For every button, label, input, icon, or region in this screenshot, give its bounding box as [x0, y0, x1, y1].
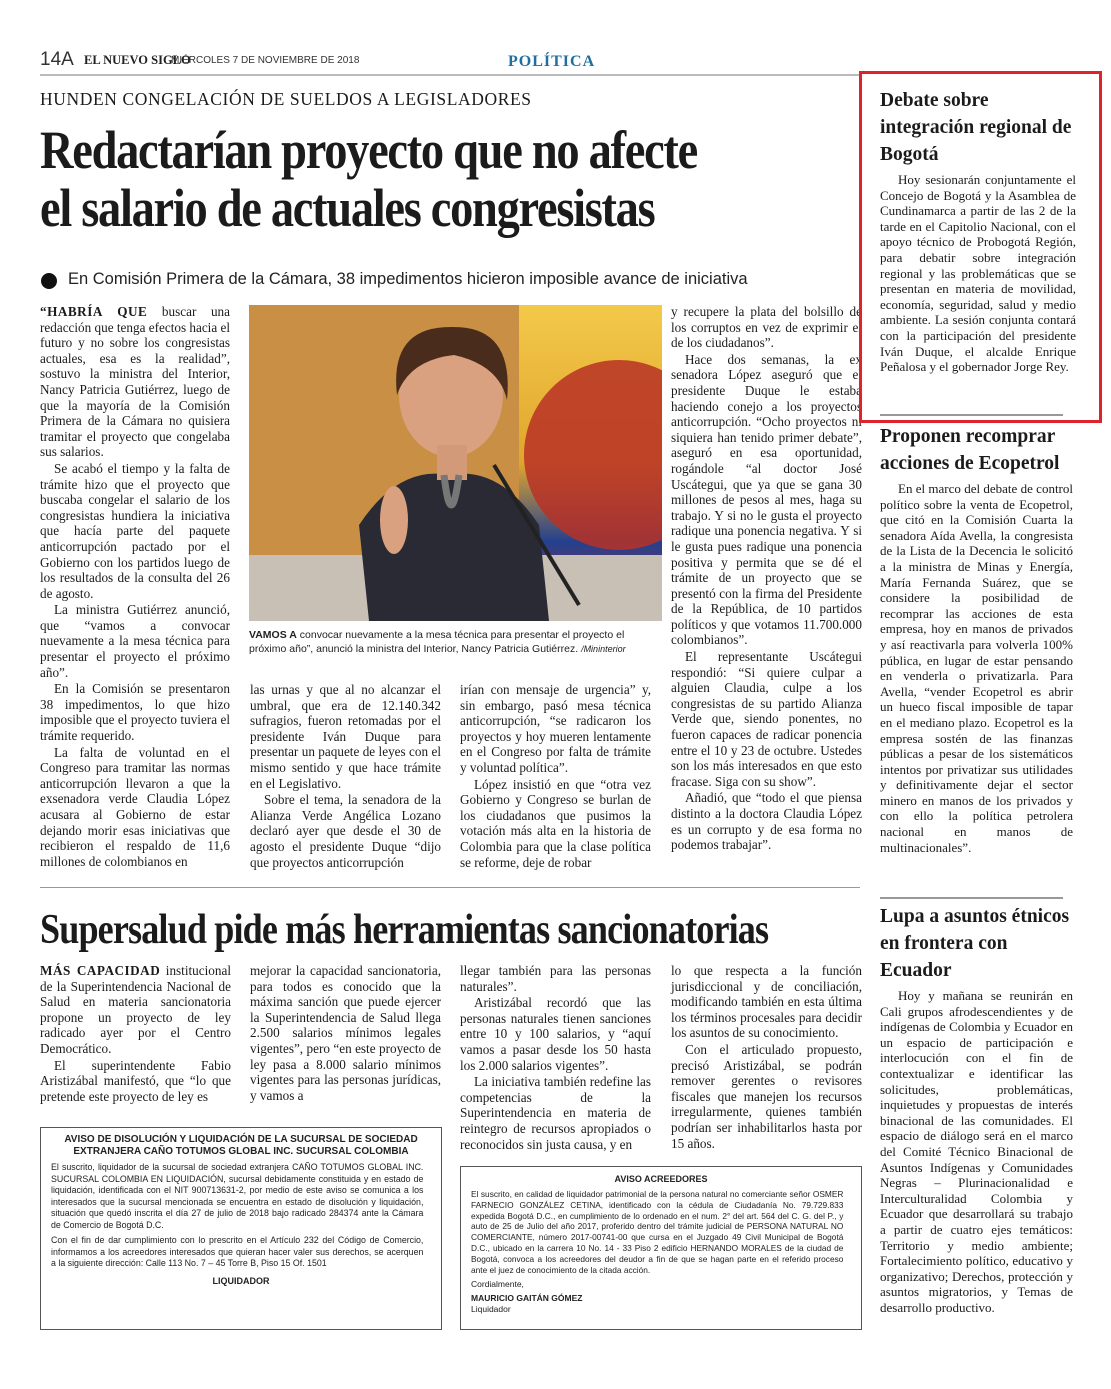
photo-caption-text: convocar nuevamente a la mesa técnica para presentar el proyecto el próximo año”, anunció la ministra del Interior, Nancy Patricia Gutiérrez.	[249, 629, 625, 655]
main-headline-line2: el salario de actuales congresistas	[40, 178, 655, 238]
sidebar-story-1	[880, 87, 1076, 375]
main-column-1	[40, 304, 230, 870]
newspaper-name: EL NUEVO SIGLO	[84, 53, 191, 67]
main-column-4	[671, 304, 862, 854]
main-headline-line1: Redactarían proyecto que no afecte	[40, 120, 697, 180]
page-number: 14A	[40, 49, 74, 70]
paragraph: La falta de voluntad en el Congreso para tramitar las normas anticorrupción llevaron a que la exsenadora verde Claudia López acusara al Gobierno de estar dejando morir esas iniciativas que recibieron el respaldo de 11,6 millones de colombianos en	[40, 744, 230, 869]
paragraph: lo que respecta a la función jurisdiccional y de conciliación, modificando también en esta última los términos procesales para decidir los asuntos de su conocimiento.	[671, 963, 862, 1041]
main-kicker: HUNDEN CONGELACIÓN DE SUELDOS A LEGISLADORES	[40, 89, 532, 109]
paragraph: mejorar la capacidad sancionatoria, para todos es conocido que la máxima sanción que puede ejercer la Superintendencia de Salud llega 2.500 salarios mínimos legales vigentes”, pero “en este proyecto de ley pasa a 8.000 salario mínimos vigentes para las personas jurídicas, y vamos a	[250, 963, 441, 1103]
paragraph: Aristizábal recordó que las personas naturales tienen sanciones entre 10 y 100 salarios, y “aquí vamos a pasar desde los 50 hasta los 2.000 salarios vigentes”.	[460, 995, 651, 1073]
sidebar-story-3-text: Hoy y mañana se reunirán en Cali grupos afrodescendientes y de indígenas de Colombia y Ecuador en un espacio de participación e interlocución con el fin de contextualizar e identificar las solicitudes, problemáticas, inquietudes y propuestas de interés binacional de las comunidades. El espacio de diálogo será en el marco del Comité Técnico Binacional de Asuntos Indígenas y Comunidades Negras – Plurinacionalidad e Interculturalidad Colombia y Ecuador que desarrollará su trabajo a partir de cuatro ejes temáticos: Territorio y medio ambiente; Fortalecimiento político, educativo y organizativo; Derechos, protección y asuntos migratorios, y Temas de desarrollo productivo.	[880, 988, 1073, 1315]
header-rule	[40, 74, 860, 76]
second-column-4	[671, 963, 862, 1152]
notice-paragraph: El suscrito, en calidad de liquidador patrimonial de la persona natural no comerciante señor OSMER FARNECIO GONZÁLEZ CETINA, identificado con la cédula de Ciudadanía No. 79.729.833 expedida Bogotá D.C., en cumplimiento de lo ordenado en el num. 2° del art. 564 del C. G. del P., y auto de 25 de Julio del año 2017, proferido dentro del trámite judicial de PERSONA NATURAL NO COMERCIANTE, número 2017-00741-00 que cursa en el Juzgado 49 Civil Municipal de Bogotá D.C., ubicado en la carrera 10 No. 14 - 33 Piso 2 edificio HERNANDO MORALES de la ciudad de Bogotá, convoca a los acreedores del deudor a fin de que se hagan parte en el referido proceso ante el juez de conocimiento de la citada acción.	[471, 1189, 844, 1275]
legal-notice-creditors	[460, 1166, 862, 1330]
sidebar-story-3	[880, 903, 1073, 1315]
main-headline	[40, 121, 754, 237]
notice-signer: MAURICIO GAITÁN GÓMEZ	[471, 1293, 583, 1304]
subhead-bullet-icon	[41, 273, 57, 289]
lead-in: “HABRÍA QUE	[40, 304, 148, 319]
paragraph: Sobre el tema, la senadora de la Alianza Verde Angélica Lozano declaró ayer que desde el 30 de agosto el presidente Duque “dijo que proyectos anticorrupción	[250, 792, 441, 870]
notice-role: Liquidador	[471, 1303, 511, 1314]
notice-paragraph: El suscrito, liquidador de la sucursal de sociedad extranjera CAÑO TOTUMOS GLOBAL INC. SUCURSAL COLOMBIA EN LIQUIDACIÓN, sucursal debidamente constituida y en estado de liquidación, identificada con el NIT 900713631-2, por medio de este aviso se comunica a los interesados que la sucursal mencionada se encuentra en estado de disolución y liquidación, situación que quedó inscrita el día 27 de julio de 2018 bajo radicado 284374 ante la Cámara de Comercio de Bogotá D.C.	[51, 1162, 424, 1230]
section-label: POLÍTICA	[508, 53, 596, 70]
photo-credit: /Mininterior	[581, 644, 626, 654]
paragraph: institucional de la Superintendencia Nacional de Salud en materia sancionatoria propone un proyecto de ley radicado ayer por el Centro Democrático.	[40, 963, 231, 1056]
second-headline: Supersalud pide más herramientas sancionatorias	[40, 907, 769, 953]
notice-title: AVISO DE DISOLUCIÓN Y LIQUIDACIÓN DE LA SUCURSAL DE SOCIEDAD EXTRANJERA CAÑO TOTUMOS GLOBAL INC. SUCURSAL COLOMBIA	[64, 1134, 418, 1157]
notice-paragraph: Con el fin de dar cumplimiento con lo prescrito en el Artículo 232 del Código de Comercio, informamos a los acreedores interesados que quieran hacer valer sus derechos, se acerquen a la siguiente dirección: Calle 113 No. 7 – 45 Torre B, Piso 15 Of. 1501	[51, 1235, 424, 1268]
main-subhead: En Comisión Primera de la Cámara, 38 impedimentos hicieron imposible avance de iniciativa	[68, 270, 748, 288]
sidebar-story-2	[880, 423, 1073, 855]
second-column-2	[250, 963, 441, 1104]
paragraph: buscar una redacción que tenga efectos hacia el futuro y no sobre los congresistas actuales, esa es la realidad”, sostuvo la ministra del Interior, Nancy Patricia Gutiérrez, luego de que la mayoría de la Comisión Primera de la Cámara no quisiera tramitar el proyecto que congelaba sus salarios.	[40, 304, 231, 460]
sidebar-story-2-text: En el marco del debate de control político sobre la venta de Ecopetrol, que citó en la Comisión Cuarta la senadora Aída Avella, la congresista de la Lista de la Decencia le solicitó a la ministra de Minas y Energía, María Fernanda Suárez, que se considere la posibilidad de recomprar las acciones de esta empresa, hoy en manos de privados y así reactivarla para volverla 100% pública, en lugar de estar pensando en venderla o privatizarla. Para Avella, “vender Ecopetrol es abrir un hueco fiscal imposible de tapar en el mediano plazo. Ecopetrol es la empresa sostén de las finanzas públicas a pesar de los sistemáticos intentos por privatizar sus utilidades y definitivamente dejar el sector minero en manos de los privados y con ello la política petrolera nacional en manos de multinacionales”.	[880, 481, 1073, 855]
photo-caption	[249, 628, 659, 656]
legal-notice-dissolution	[40, 1127, 442, 1330]
paragraph: las urnas y que al no alcanzar el umbral, que era de 12.140.342 sufragios, fueron retomadas por el presidente Iván Duque para presentar un paquete de leyes con el mismo sentido y que hace trámite en el Legislativo.	[250, 682, 441, 791]
sidebar-story-2-title: Proponen recomprar acciones de Ecopetrol	[880, 426, 1060, 474]
sidebar-rule	[880, 897, 1063, 899]
notice-title: AVISO ACREEDORES	[614, 1174, 708, 1184]
second-column-1	[40, 963, 231, 1105]
sidebar-rule	[880, 414, 1063, 416]
sidebar-story-1-title: Debate sobre integración regional de Bogotá	[880, 90, 1072, 165]
photo-caption-lead: VAMOS A	[249, 629, 297, 641]
minister-photo	[249, 305, 662, 621]
paragraph: La ministra Gutiérrez anunció, que “vamos a convocar nuevamente a la mesa técnica para presentar el proyecto el próximo año”.	[40, 602, 230, 680]
paragraph: irían con mensaje de urgencia” y, sin embargo, pasó mesa técnica anticorrupción, “se radicaron los proyectos y hoy mueren lentamente en el Congreso por falta de trámite y voluntad política”.	[460, 682, 651, 775]
paragraph: En la Comisión se presentaron 38 impedimentos, lo que hizo imposible que el proyecto tuviera el trámite requerido.	[40, 681, 230, 744]
minister-photo-illustration	[249, 305, 662, 621]
paragraph: López insistió en que “otra vez Gobierno y Congreso se burlan de los ciudadanos que pusimos la votación más alta en la historia de Colombia para que la clase política se reforme, deje de robar	[460, 776, 651, 870]
sidebar-story-1-text: Hoy sesionarán conjuntamente el Concejo de Bogotá y la Asamblea de Cundinamarca a partir de las 2 de la tarde en el Capitolio Nacional, con el apoyo técnico de Probogotá Región, para debatir sobre integración regional y las problemáticas que se presentan en materia de movilidad, economía, seguridad, salud y medio ambiente. La sesión conjunta contará con la participación del presidente Iván Duque, el alcalde Enrique Peñalosa y el gobernador Jorge Rey.	[880, 172, 1076, 375]
paragraph: y recupere la plata del bolsillo de los corruptos en vez de exprimir el de los ciudadanos”.	[671, 304, 862, 351]
section-divider	[40, 887, 860, 888]
main-column-3	[460, 682, 651, 871]
paragraph: Con el articulado propuesto, precisó Aristizábal, se podrán remover gerentes o revisores fiscales que manejen los recursos irregularmente, quienes también podrían ser inhabilitarlos hasta por 15 años.	[671, 1041, 862, 1151]
paragraph: Se acabó el tiempo y la falta de trámite hizo que el proyecto que buscaba congelar el salario de los congresistas hundiera la iniciativa que hacía parte del paquete anticorrupción pactado por el Gobierno con los partidos luego de los resultados de la consulta del 26 de agosto.	[40, 460, 230, 601]
paragraph: Añadió, que “todo el que piensa distinto a la doctora Claudia López es un corrupto y de esa forma no podemos trabajar”.	[671, 790, 862, 853]
paragraph: Hace dos semanas, la ex senadora López aseguró que el presidente Duque le estaba haciendo conejo a los proyectos anticorrupción. “Ocho proyectos ni siquiera han tenido primer debate”, aseguró en esa oportunidad, rogándole “al doctor José Uscátegui, que ya que se gana 30 millones de pesos al mes, haga su trabajo. Y si no le gusta el proyecto radique una ponencia negativa. Y si le gusta pues radique una ponencia positiva y permita que se dé el trámite de un proyecto que se presentó con la firma del Presidente de la República, de 10 partidos políticos y que votamos 11.700.000 colombianos”.	[671, 351, 862, 648]
paragraph: El representante Uscátegui respondió: “Si quiere culpar a alguien Claudia, culpe a los congresistas de su partido Alianza Verde que, siendo ponentes, no fueron capaces de radicar ponencia entre el 10 y 23 de octubre. Ustedes son los más interesados en que esto fracase. Siga con su show”.	[671, 649, 862, 789]
paragraph: El superintendente Fabio Aristizábal manifestó, que “lo que pretende este proyecto de ley es	[40, 1057, 231, 1104]
paragraph: llegar también para las personas naturales”.	[460, 963, 651, 994]
issue-date: MIÉRCOLES 7 DE NOVIEMBRE DE 2018	[171, 55, 360, 66]
second-column-3	[460, 963, 651, 1153]
lead-in: MÁS CAPACIDAD	[40, 963, 161, 978]
notice-signature: LIQUIDADOR	[212, 1275, 270, 1286]
sidebar-story-3-title: Lupa a asuntos étnicos en frontera con Ecuador	[880, 906, 1070, 981]
main-column-2	[250, 682, 441, 871]
notice-closing: Cordialmente,	[471, 1279, 524, 1290]
paragraph: La iniciativa también redefine las competencias de la Superintendencia en materia de reintegro de recursos apropiados o reconocidos sin justa causa, y en	[460, 1074, 651, 1152]
